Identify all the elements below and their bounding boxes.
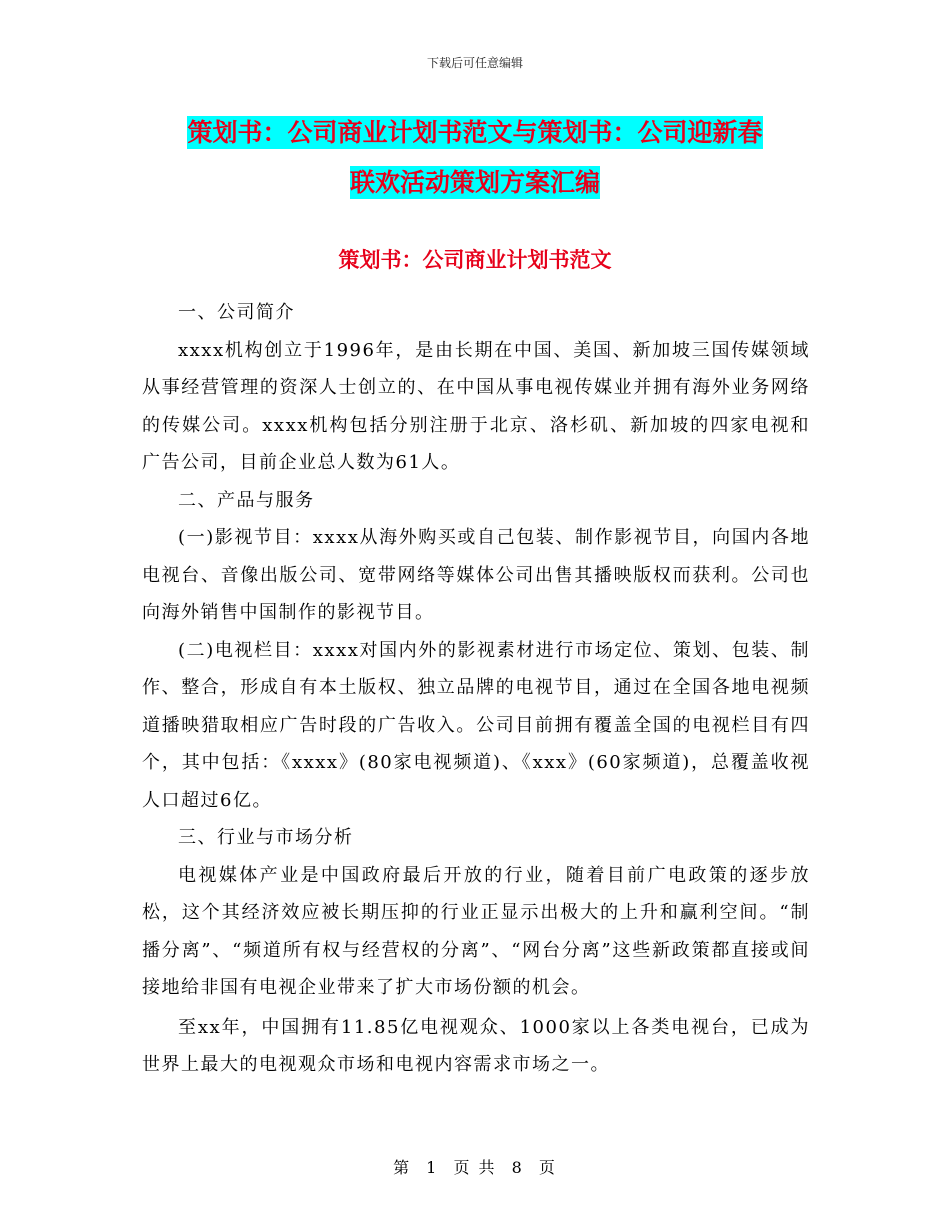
document-title-line-2: 联欢活动策划方案汇编 (349, 168, 600, 197)
heading-company-intro: 一、公司简介 (178, 302, 295, 323)
document-title (140, 108, 810, 208)
footer-suffix: 页 (538, 1158, 557, 1177)
footer-total-pages: 8 (511, 1158, 524, 1177)
heading-market-analysis: 三、行业与市场分析 (178, 827, 354, 848)
paragraph-market-analysis: 电视媒体产业是中国政府最后开放的行业，随着目前广电政策的逐步放松，这个其经济效应被长期压抑的行业正显示出极大的上升和赢利空间。“制播分离”、“频道所有权与经营权的分离”、“网台分离”这些新政策都直接或间接地给非国有电视企业带来了扩大市场份额的机会。 (142, 864, 810, 998)
paragraph-company-intro: xxxx机构创立于1996年，是由长期在中国、美国、新加坡三国传媒领域从事经营管理的资深人士创立的、在中国从事电视传媒业并拥有海外业务网络的传媒公司。xxxx机构包括分别注册于北京、洛杉矶、新加坡的四家电视和广告公司，目前企业总人数为61人。 (142, 339, 810, 473)
document-body (142, 294, 810, 1084)
footer-prefix: 第 (393, 1158, 412, 1177)
paragraph-tv-columns: (二)电视栏目：xxxx对国内外的影视素材进行市场定位、策划、包装、制作、整合，形成自有本土版权、独立品牌的电视节目，通过在全国各地电视频道播映猎取相应广告时段的广告收入。公司目前拥有覆盖全国的电视栏目有四个，其中包括：《xxxx》(80家电视频道)、《xxx》(60家频道)，总覆盖收视人口超过6亿。 (142, 639, 810, 811)
paragraph-film-programs: (一)影视节目：xxxx从海外购买或自己包装、制作影视节目，向国内各地电视台、音像出版公司、宽带网络等媒体公司出售其播映版权而获利。公司也向海外销售中国制作的影视节目。 (142, 527, 810, 623)
footer-mid: 页 共 (453, 1158, 497, 1177)
section-title: 策划书：公司商业计划书范文 (338, 248, 612, 272)
paragraph-audience-market: 至xx年，中国拥有11.85亿电视观众、1000家以上各类电视台，已成为世界上最大的电视观众市场和电视内容需求市场之一。 (142, 1016, 810, 1075)
document-title-line-1: 策划书：公司商业计划书范文与策划书：公司迎新春 (187, 118, 763, 147)
page-footer (0, 1155, 950, 1178)
footer-page-number: 1 (426, 1158, 439, 1177)
heading-products-services: 二、产品与服务 (178, 489, 315, 511)
header-note: 下载后可任意编辑 (426, 56, 523, 70)
